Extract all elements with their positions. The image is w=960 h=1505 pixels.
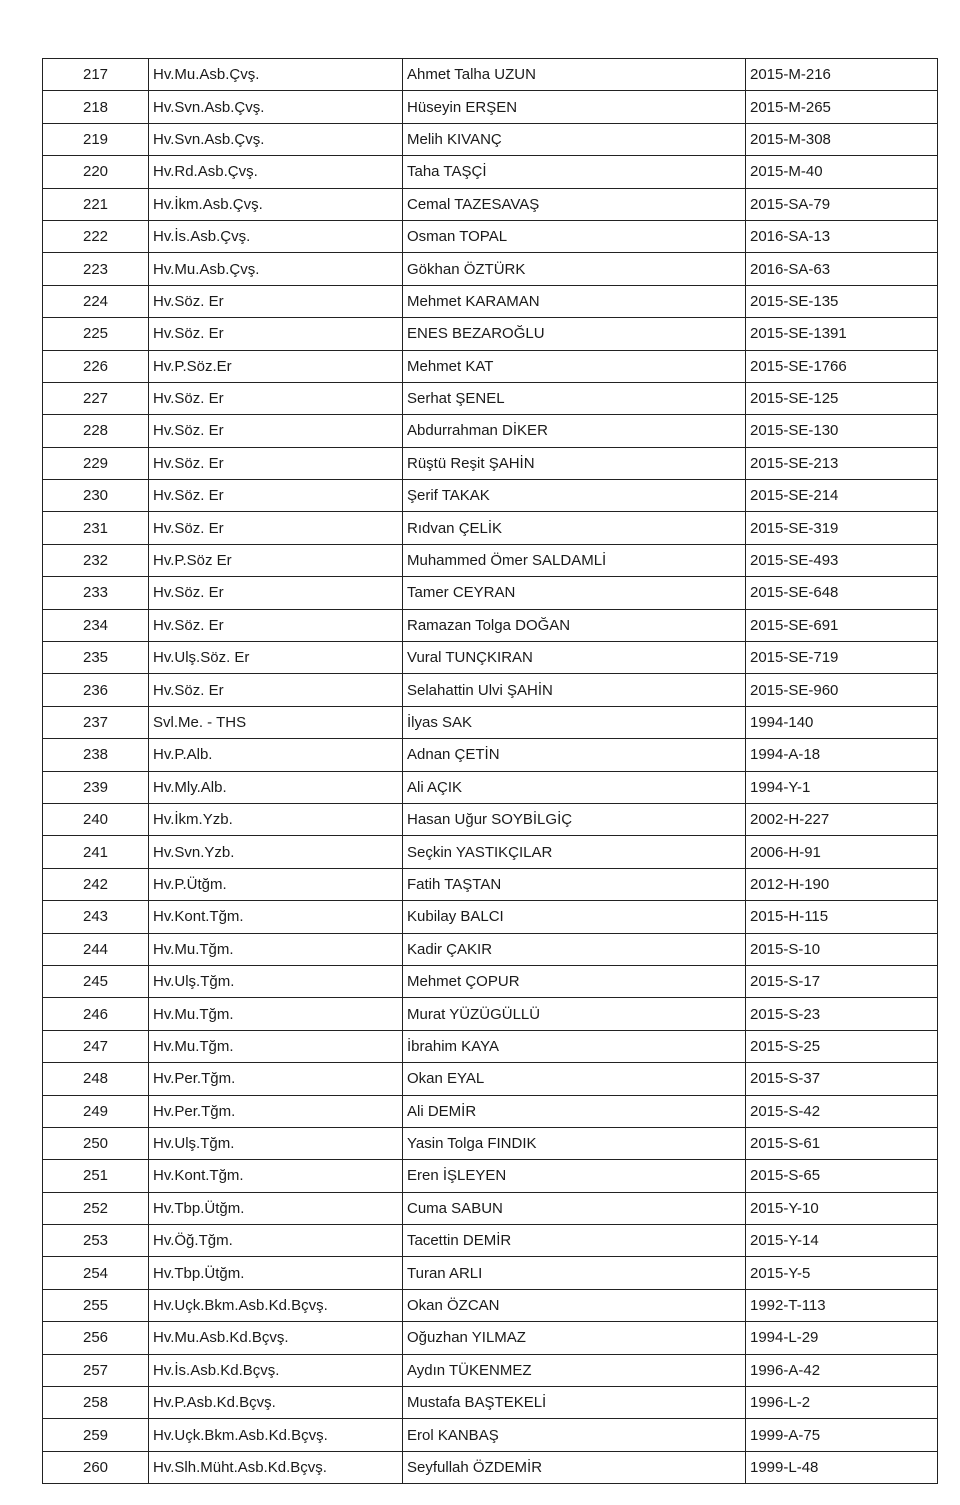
rank-cell: Hv.Uçk.Bkm.Asb.Kd.Bçvş. [149,1289,403,1321]
row-number: 221 [43,188,149,220]
name-cell: Rıdvan ÇELİK [403,512,746,544]
table-row [43,1160,938,1192]
registry-cell: 2015-S-10 [746,933,938,965]
rank-cell: Hv.P.Söz.Er [149,350,403,382]
rank-cell: Hv.Söz. Er [149,447,403,479]
table-row [43,965,938,997]
name-cell: Kadir ÇAKIR [403,933,746,965]
row-number: 247 [43,1030,149,1062]
row-number: 240 [43,803,149,835]
rank-cell: Hv.Svn.Asb.Çvş. [149,123,403,155]
name-cell: Vural TUNÇKIRAN [403,642,746,674]
registry-cell: 2015-S-25 [746,1030,938,1062]
name-cell: Tacettin DEMİR [403,1225,746,1257]
row-number: 217 [43,59,149,91]
row-number: 258 [43,1387,149,1419]
name-cell: Serhat ŞENEL [403,382,746,414]
registry-cell: 2012-H-190 [746,868,938,900]
rank-cell: Hv.Ulş.Tğm. [149,965,403,997]
registry-cell: 1994-L-29 [746,1322,938,1354]
table-row [43,1387,938,1419]
table-row [43,868,938,900]
table-row [43,123,938,155]
table-row [43,1030,938,1062]
rank-cell: Hv.Per.Tğm. [149,1063,403,1095]
registry-cell: 2015-S-37 [746,1063,938,1095]
table-row [43,998,938,1030]
rank-cell: Hv.İs.Asb.Kd.Bçvş. [149,1354,403,1386]
registry-cell: 2015-SE-960 [746,674,938,706]
row-number: 237 [43,706,149,738]
registry-cell: 1996-L-2 [746,1387,938,1419]
table-row [43,836,938,868]
registry-cell: 1999-L-48 [746,1451,938,1483]
name-cell: Şerif TAKAK [403,480,746,512]
name-cell: Ali DEMİR [403,1095,746,1127]
row-number: 257 [43,1354,149,1386]
row-number: 254 [43,1257,149,1289]
name-cell: Selahattin Ulvi ŞAHİN [403,674,746,706]
name-cell: Ali AÇIK [403,771,746,803]
row-number: 223 [43,253,149,285]
table-row [43,415,938,447]
registry-cell: 2015-SE-1391 [746,318,938,350]
registry-cell: 1994-140 [746,706,938,738]
rank-cell: Svl.Me. - THS [149,706,403,738]
row-number: 231 [43,512,149,544]
registry-cell: 2015-SE-719 [746,642,938,674]
table-row [43,577,938,609]
rank-cell: Hv.P.Alb. [149,739,403,771]
table-row [43,318,938,350]
rank-cell: Hv.Tbp.Ütğm. [149,1257,403,1289]
rank-cell: Hv.Kont.Tğm. [149,1160,403,1192]
rank-cell: Hv.P.Ütğm. [149,868,403,900]
rank-cell: Hv.Svn.Asb.Çvş. [149,91,403,123]
row-number: 252 [43,1192,149,1224]
table-row [43,382,938,414]
table-row [43,156,938,188]
registry-cell: 2015-SE-213 [746,447,938,479]
row-number: 235 [43,642,149,674]
name-cell: Hüseyin ERŞEN [403,91,746,123]
row-number: 253 [43,1225,149,1257]
table-row [43,706,938,738]
row-number: 233 [43,577,149,609]
registry-cell: 2015-H-115 [746,901,938,933]
name-cell: Melih KIVANÇ [403,123,746,155]
registry-cell: 2015-Y-14 [746,1225,938,1257]
name-cell: Okan ÖZCAN [403,1289,746,1321]
name-cell: Mehmet KAT [403,350,746,382]
registry-cell: 2006-H-91 [746,836,938,868]
row-number: 222 [43,220,149,252]
row-number: 248 [43,1063,149,1095]
name-cell: Adnan ÇETİN [403,739,746,771]
registry-cell: 1992-T-113 [746,1289,938,1321]
rank-cell: Hv.Ulş.Tğm. [149,1127,403,1159]
rank-cell: Hv.Mu.Tğm. [149,998,403,1030]
name-cell: Abdurrahman DİKER [403,415,746,447]
name-cell: İlyas SAK [403,706,746,738]
table-row [43,771,938,803]
table-row [43,901,938,933]
rank-cell: Hv.Mu.Tğm. [149,933,403,965]
table-row [43,933,938,965]
row-number: 225 [43,318,149,350]
rank-cell: Hv.Söz. Er [149,480,403,512]
name-cell: Ramazan Tolga DOĞAN [403,609,746,641]
name-cell: Cuma SABUN [403,1192,746,1224]
name-cell: Tamer CEYRAN [403,577,746,609]
registry-cell: 1994-A-18 [746,739,938,771]
row-number: 245 [43,965,149,997]
row-number: 232 [43,544,149,576]
name-cell: ENES BEZAROĞLU [403,318,746,350]
row-number: 238 [43,739,149,771]
rank-cell: Hv.Söz. Er [149,382,403,414]
name-cell: Mustafa BAŞTEKELİ [403,1387,746,1419]
registry-cell: 2015-SE-125 [746,382,938,414]
registry-cell: 2016-SA-13 [746,220,938,252]
row-number: 255 [43,1289,149,1321]
registry-cell: 2015-SE-130 [746,415,938,447]
table-row [43,1192,938,1224]
rank-cell: Hv.Söz. Er [149,318,403,350]
registry-cell: 2015-SE-691 [746,609,938,641]
table-row [43,1225,938,1257]
rank-cell: Hv.İs.Asb.Çvş. [149,220,403,252]
table-row [43,1354,938,1386]
name-cell: İbrahim KAYA [403,1030,746,1062]
registry-cell: 2015-S-65 [746,1160,938,1192]
row-number: 234 [43,609,149,641]
table-row [43,447,938,479]
name-cell: Kubilay BALCI [403,901,746,933]
row-number: 230 [43,480,149,512]
row-number: 229 [43,447,149,479]
rank-cell: Hv.Söz. Er [149,609,403,641]
row-number: 244 [43,933,149,965]
row-number: 246 [43,998,149,1030]
rank-cell: Hv.Rd.Asb.Çvş. [149,156,403,188]
registry-cell: 2015-M-216 [746,59,938,91]
table-row [43,285,938,317]
registry-cell: 2015-Y-5 [746,1257,938,1289]
registry-cell: 2015-S-61 [746,1127,938,1159]
registry-cell: 2015-M-265 [746,91,938,123]
rank-cell: Hv.Per.Tğm. [149,1095,403,1127]
registry-cell: 2015-M-308 [746,123,938,155]
name-cell: Gökhan ÖZTÜRK [403,253,746,285]
rank-cell: Hv.Svn.Yzb. [149,836,403,868]
registry-cell: 1999-A-75 [746,1419,938,1451]
personnel-table [42,58,938,1484]
rank-cell: Hv.P.Söz Er [149,544,403,576]
name-cell: Muhammed Ömer SALDAMLİ [403,544,746,576]
rank-cell: Hv.İkm.Asb.Çvş. [149,188,403,220]
registry-cell: 2015-S-42 [746,1095,938,1127]
row-number: 236 [43,674,149,706]
name-cell: Oğuzhan YILMAZ [403,1322,746,1354]
rank-cell: Hv.Mly.Alb. [149,771,403,803]
name-cell: Seçkin YASTIKÇILAR [403,836,746,868]
table-row [43,803,938,835]
table-row [43,1289,938,1321]
row-number: 259 [43,1419,149,1451]
name-cell: Taha TAŞÇİ [403,156,746,188]
rank-cell: Hv.Mu.Asb.Çvş. [149,253,403,285]
registry-cell: 2015-SE-493 [746,544,938,576]
row-number: 226 [43,350,149,382]
row-number: 243 [43,901,149,933]
table-row [43,59,938,91]
name-cell: Seyfullah ÖZDEMİR [403,1451,746,1483]
table-row [43,642,938,674]
name-cell: Cemal TAZESAVAŞ [403,188,746,220]
table-row [43,350,938,382]
rank-cell: Hv.Söz. Er [149,512,403,544]
rank-cell: Hv.Mu.Asb.Çvş. [149,59,403,91]
row-number: 224 [43,285,149,317]
row-number: 220 [43,156,149,188]
registry-cell: 2002-H-227 [746,803,938,835]
row-number: 227 [43,382,149,414]
rank-cell: Hv.Söz. Er [149,577,403,609]
table-row [43,1257,938,1289]
table-row [43,253,938,285]
table-row [43,1419,938,1451]
name-cell: Murat YÜZÜGÜLLÜ [403,998,746,1030]
name-cell: Turan ARLI [403,1257,746,1289]
registry-cell: 2015-SA-79 [746,188,938,220]
table-row [43,220,938,252]
rank-cell: Hv.Söz. Er [149,415,403,447]
table-row [43,544,938,576]
row-number: 241 [43,836,149,868]
rank-cell: Hv.Ulş.Söz. Er [149,642,403,674]
row-number: 260 [43,1451,149,1483]
registry-cell: 2015-M-40 [746,156,938,188]
registry-cell: 2015-Y-10 [746,1192,938,1224]
registry-cell: 2015-SE-214 [746,480,938,512]
registry-cell: 2015-SE-319 [746,512,938,544]
table-row [43,512,938,544]
personnel-table-body [43,59,938,1484]
rank-cell: Hv.Slh.Müht.Asb.Kd.Bçvş. [149,1451,403,1483]
row-number: 251 [43,1160,149,1192]
table-row [43,91,938,123]
table-row [43,1095,938,1127]
table-row [43,1322,938,1354]
name-cell: Mehmet ÇOPUR [403,965,746,997]
row-number: 218 [43,91,149,123]
name-cell: Mehmet KARAMAN [403,285,746,317]
registry-cell: 2016-SA-63 [746,253,938,285]
registry-cell: 2015-SE-648 [746,577,938,609]
rank-cell: Hv.Kont.Tğm. [149,901,403,933]
registry-cell: 2015-S-17 [746,965,938,997]
name-cell: Hasan Uğur SOYBİLGİÇ [403,803,746,835]
registry-cell: 2015-S-23 [746,998,938,1030]
name-cell: Rüştü Reşit ŞAHİN [403,447,746,479]
rank-cell: Hv.Uçk.Bkm.Asb.Kd.Bçvş. [149,1419,403,1451]
row-number: 239 [43,771,149,803]
name-cell: Okan EYAL [403,1063,746,1095]
table-row [43,1127,938,1159]
rank-cell: Hv.Mu.Asb.Kd.Bçvş. [149,1322,403,1354]
table-row [43,739,938,771]
table-row [43,609,938,641]
row-number: 219 [43,123,149,155]
rank-cell: Hv.İkm.Yzb. [149,803,403,835]
rank-cell: Hv.Mu.Tğm. [149,1030,403,1062]
name-cell: Fatih TAŞTAN [403,868,746,900]
registry-cell: 1996-A-42 [746,1354,938,1386]
name-cell: Erol KANBAŞ [403,1419,746,1451]
row-number: 249 [43,1095,149,1127]
row-number: 256 [43,1322,149,1354]
registry-cell: 2015-SE-1766 [746,350,938,382]
name-cell: Osman TOPAL [403,220,746,252]
row-number: 242 [43,868,149,900]
table-row [43,1451,938,1483]
name-cell: Yasin Tolga FINDIK [403,1127,746,1159]
registry-cell: 2015-SE-135 [746,285,938,317]
rank-cell: Hv.Öğ.Tğm. [149,1225,403,1257]
table-row [43,1063,938,1095]
name-cell: Eren İŞLEYEN [403,1160,746,1192]
table-row [43,480,938,512]
name-cell: Ahmet Talha UZUN [403,59,746,91]
table-row [43,674,938,706]
rank-cell: Hv.Tbp.Ütğm. [149,1192,403,1224]
rank-cell: Hv.P.Asb.Kd.Bçvş. [149,1387,403,1419]
rank-cell: Hv.Söz. Er [149,674,403,706]
row-number: 228 [43,415,149,447]
row-number: 250 [43,1127,149,1159]
rank-cell: Hv.Söz. Er [149,285,403,317]
name-cell: Aydın TÜKENMEZ [403,1354,746,1386]
table-row [43,188,938,220]
registry-cell: 1994-Y-1 [746,771,938,803]
